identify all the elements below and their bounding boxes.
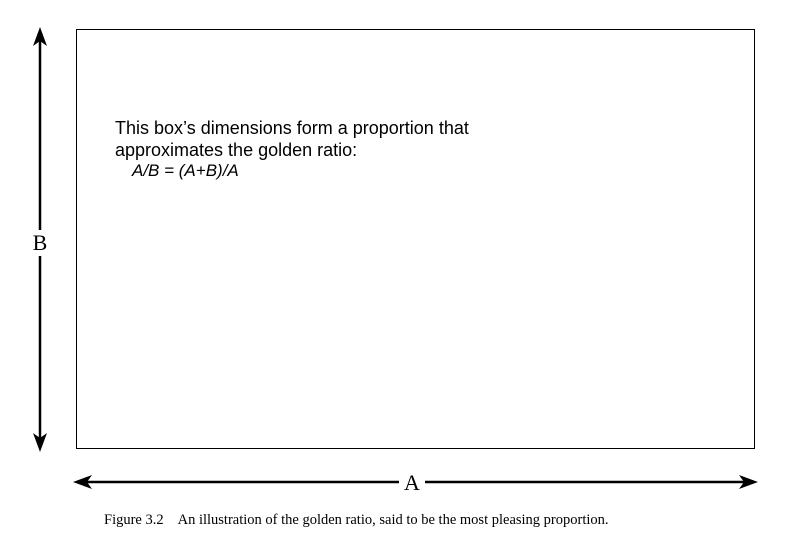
label-a: A bbox=[399, 470, 425, 496]
box-text-line2: approximates the golden ratio: bbox=[115, 140, 358, 160]
box-description bbox=[115, 117, 535, 181]
caption-text: An illustration of the golden ratio, said to be the most pleasing proportion. bbox=[177, 512, 609, 528]
label-b: B bbox=[30, 230, 50, 256]
figure-number: Figure 3.2 bbox=[104, 512, 164, 528]
golden-ratio-formula: A/B = (A+B)/A bbox=[132, 161, 239, 180]
figure-caption bbox=[104, 511, 609, 529]
golden-rectangle bbox=[76, 29, 755, 449]
box-text-line1: This box’s dimensions form a proportion that bbox=[115, 118, 469, 138]
